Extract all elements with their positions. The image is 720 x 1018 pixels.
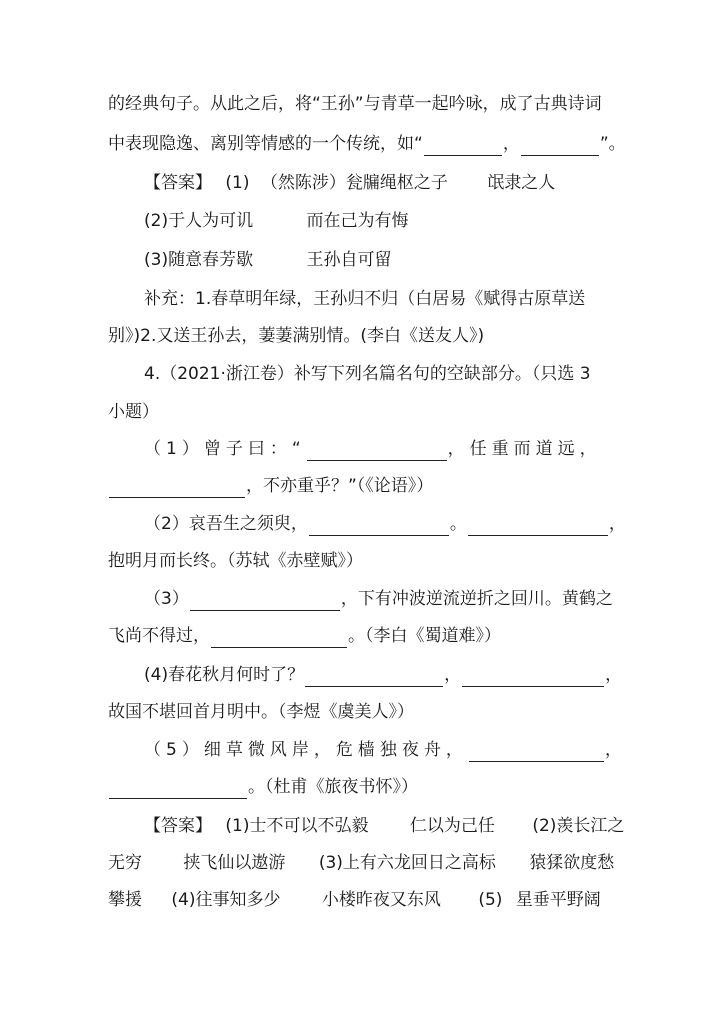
paragraph-line-2: 中表现隐逸、离别等情感的一个传统，如“ ， ”。: [108, 134, 626, 154]
fill-blank: [309, 517, 449, 536]
fill-blank: [462, 668, 604, 687]
fill-blank: [468, 517, 608, 536]
fill-blank: [469, 743, 604, 762]
fill-blank: [211, 629, 347, 648]
answer-3-line-2: (2)于人为可讥 而在己为有悔: [144, 211, 409, 231]
question-4-item-2-line-1: （2）哀吾生之须臾， 。 ，: [144, 514, 626, 534]
question-4-item-5-line-1: （5）细草微风岸，危樯独夜舟， ，: [144, 740, 627, 760]
question-4-item-3-line-2: 飞尚不得过， 。（李白《蜀道难》）: [108, 626, 501, 646]
question-4-item-5-line-2: 。（杜甫《旅夜书怀》）: [108, 775, 720, 799]
answer-4-line-3: 攀援 (4)往事知多少 小楼昨夜又东风 (5) 星垂平野阔: [108, 890, 601, 910]
answer-label: 【答案】: [144, 173, 212, 193]
answer-label: 【答案】: [144, 816, 212, 836]
paragraph-line-1: 的经典句子。从此之后，将“王孙”与青草一起吟咏，成了古典诗词: [108, 94, 602, 114]
question-4-title-line-2: 小题）: [108, 402, 159, 422]
answer-3-line-3: (3)随意春芳歇 王孙自可留: [144, 250, 392, 270]
answer-4-line-1: 【答案】 (1)士不可以不弘毅 仁以为己任 (2)羡长江之: [144, 816, 625, 836]
fill-blank: [305, 668, 443, 687]
supplement-line-2: 别》)2.又送王孙去，萋萋满别情。(李白《送友人》): [108, 326, 485, 346]
fill-blank: [521, 137, 599, 156]
question-4-item-4-line-2: 故国不堪回首月明中。（李煜《虞美人》）: [108, 702, 414, 722]
answer-3-line-1: 【答案】 (1) （然陈涉）瓮牖绳枢之子 氓隶之人: [144, 173, 556, 193]
question-4-item-4-line-1: (4)春花秋月何时了？ ， ，: [144, 665, 623, 685]
question-4-item-1-line-2: ，不亦重乎？”（《论语》）: [108, 474, 720, 498]
fill-blank: [190, 592, 340, 611]
question-4-title-line-1: 4.（2021·浙江卷）补写下列名篇名句的空缺部分。（只选 3: [144, 364, 591, 384]
answer-4-line-2: 无穷 挟飞仙以遨游 (3)上有六龙回日之高标 猿猱欲度愁: [108, 853, 615, 873]
fill-blank: [109, 479, 245, 498]
question-4-item-3-line-1: （3） ，下有冲波逆流逆折之回川。黄鹤之: [144, 589, 613, 609]
question-4-item-1-line-1: （1）曾子曰：“ ，任重而道远，: [144, 439, 602, 459]
question-4-item-2-line-2: 抱明月而长终。（苏轼《赤壁赋》）: [108, 551, 363, 571]
fill-blank: [109, 780, 247, 799]
supplement-line-1: 补充：1.春草明年绿，王孙归不归（白居易《赋得古原草送: [144, 289, 586, 309]
fill-blank: [307, 442, 447, 461]
fill-blank: [424, 137, 502, 156]
